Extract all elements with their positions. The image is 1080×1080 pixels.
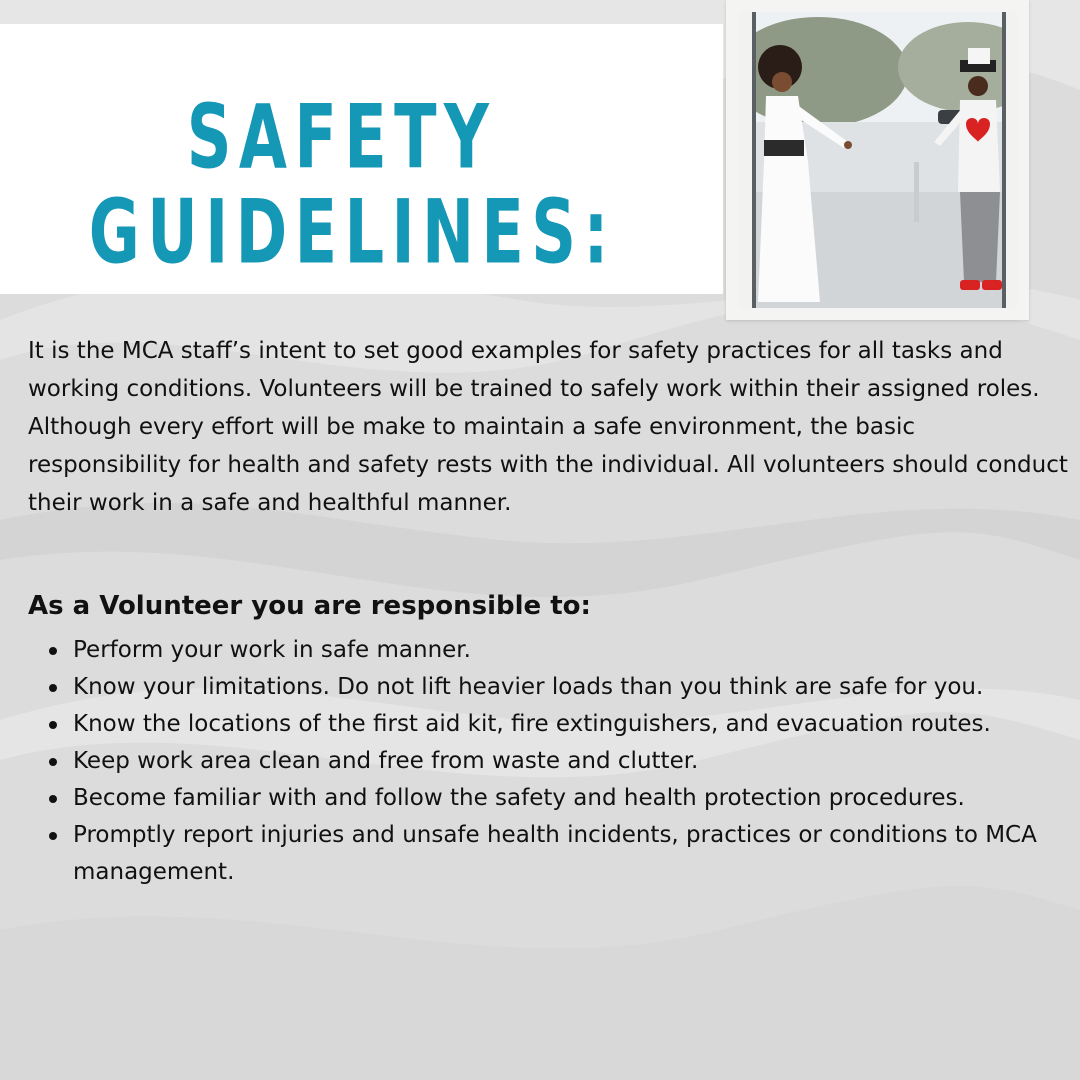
list-item-text: Keep work area clean and free from waste and clutter. <box>73 748 699 774</box>
photo-frame <box>726 0 1029 320</box>
list-item <box>28 632 1068 669</box>
list-item <box>28 817 1068 891</box>
volunteers-photo <box>738 12 1017 308</box>
title-panel <box>0 24 723 294</box>
intro-paragraph: It is the MCA staff’s intent to set good examples for safety practices for all tasks and working conditions. Volunteers will be trained to safely work within their assigned roles. Although every effort will be make to maintain a safe environment, the basic responsibility for health and safety rests with the individual. All volunteers should conduct their work in a safe and healthful manner. <box>28 338 1068 516</box>
bullet-icon <box>49 832 57 840</box>
bullet-icon <box>49 721 57 729</box>
list-item-text: Promptly report injuries and unsafe health incidents, practices or conditions to MCA management. <box>73 822 1037 885</box>
list-item-text: Know the locations of the first aid kit, fire extinguishers, and evacuation routes. <box>73 711 991 737</box>
list-item-text: Perform your work in safe manner. <box>73 637 471 663</box>
list-item-text: Know your limitations. Do not lift heavier loads than you think are safe for you. <box>73 674 984 700</box>
page-title-line-1: SAFETY <box>186 85 497 189</box>
list-item <box>28 743 1068 780</box>
list-item-text: Become familiar with and follow the safety and health protection procedures. <box>73 785 965 811</box>
bullet-icon <box>49 684 57 692</box>
bullet-icon <box>49 795 57 803</box>
bullet-icon <box>49 758 57 766</box>
list-item <box>28 780 1068 817</box>
bullet-icon <box>49 647 57 655</box>
responsibilities-heading: As a Volunteer you are responsible to: <box>28 591 591 621</box>
list-item <box>28 669 1068 706</box>
list-item <box>28 706 1068 743</box>
page-title-line-2: GUIDELINES: <box>88 180 616 284</box>
responsibilities-list <box>28 632 1068 891</box>
